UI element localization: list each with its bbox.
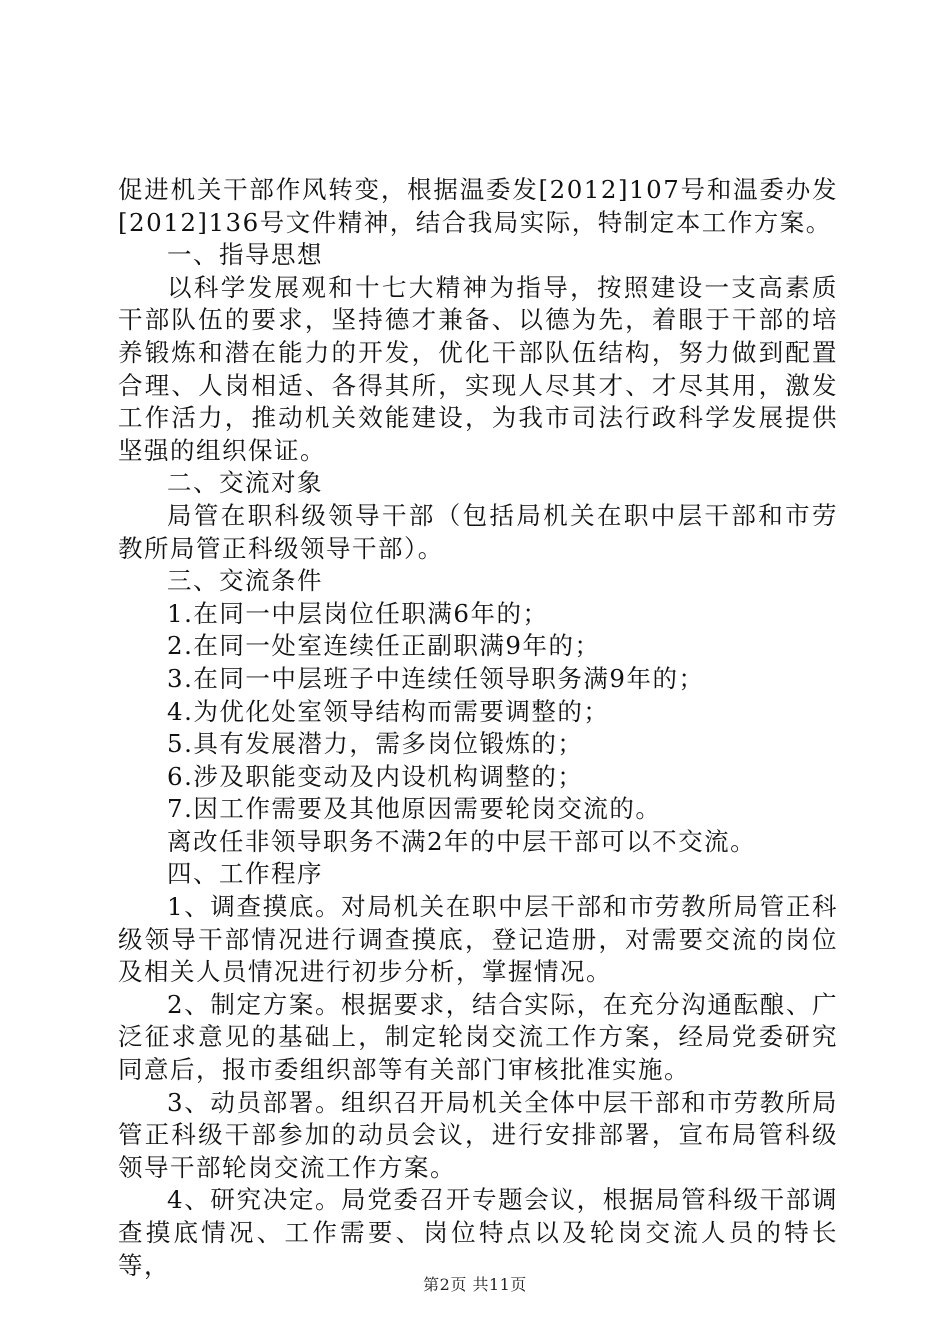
condition-item: 2.在同一处室连续任正副职满9年的； bbox=[167, 631, 601, 661]
paragraph-guiding-thought: 以科学发展观和十七大精神为指导，按照建设一支高素质干部队伍的要求，坚持德才兼备、以德为先，着眼于干部的培养锻炼和潜在能力的开发，优化干部队伍结构，努力做到配置合理、人岗相适、各得其所，实现人尽其才、才尽其用，激发工作活力，推动机关效能建设，为我市司法行政科学发展提供坚强的组织保证。 bbox=[118, 272, 838, 465]
procedure-step: 1、调查摸底。对局机关在职中层干部和市劳教所局管正科级领导干部情况进行调查摸底，登记造册，对需要交流的岗位及相关人员情况进行初步分析，掌握情况。 bbox=[118, 892, 838, 987]
heading-work-procedure: 四、工作程序 bbox=[167, 859, 323, 889]
procedure-step: 3、动员部署。组织召开局机关全体中层干部和市劳教所局管正科级干部参加的动员会议，进行安排部署，宣布局管科级领导干部轮岗交流工作方案。 bbox=[118, 1087, 838, 1182]
condition-item: 3.在同一中层班子中连续任领导职务满9年的； bbox=[167, 663, 705, 693]
condition-item: 1.在同一中层岗位任职满6年的； bbox=[167, 598, 549, 628]
paragraph-intro: 促进机关干部作风转变，根据温委发[2012]107号和温委办发[2012]136号文件精神，结合我局实际，特制定本工作方案。 bbox=[118, 175, 838, 237]
condition-item: 6.涉及职能变动及内设机构调整的； bbox=[167, 761, 584, 791]
procedure-step: 4、研究决定。局党委召开专题会议，根据局管科级干部调查摸底情况、工作需要、岗位特点以及轮岗交流人员的特长等， bbox=[118, 1185, 838, 1280]
condition-item: 7.因工作需要及其他原因需要轮岗交流的。 bbox=[167, 794, 662, 824]
condition-note: 离改任非领导职务不满2年的中层干部可以不交流。 bbox=[167, 826, 757, 856]
page-footer: 第2页 共11页 bbox=[423, 1275, 527, 1294]
procedure-step: 2、制定方案。根据要求，结合实际，在充分沟通酝酿、广泛征求意见的基础上，制定轮岗交流工作方案，经局党委研究同意后，报市委组织部等有关部门审核批准实施。 bbox=[118, 989, 838, 1085]
paragraph-exchange-target: 局管在职科级领导干部（包括局机关在职中层干部和市劳教所局管正科级领导干部）。 bbox=[118, 500, 838, 563]
condition-item: 4.为优化处室领导结构而需要调整的； bbox=[167, 696, 610, 726]
condition-item: 5.具有发展潜力，需多岗位锻炼的； bbox=[167, 729, 584, 759]
document-body bbox=[118, 174, 838, 1282]
heading-exchange-conditions: 三、交流条件 bbox=[167, 566, 323, 596]
heading-exchange-target: 二、交流对象 bbox=[167, 468, 323, 498]
heading-guiding-thought: 一、指导思想 bbox=[167, 240, 323, 270]
